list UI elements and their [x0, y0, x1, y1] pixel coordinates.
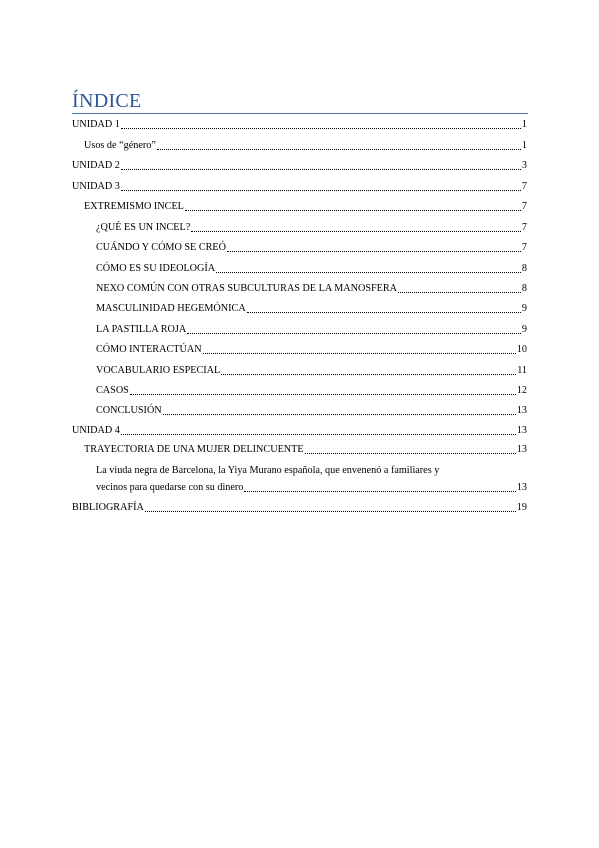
leader-dots [185, 209, 521, 211]
toc-entry-cuando-y-como-se-creo[interactable] [96, 241, 527, 254]
toc-entry-page: 7 [521, 222, 527, 233]
toc-entry-pastilla-roja[interactable] [96, 323, 527, 336]
toc-entry-page: 10 [516, 344, 527, 355]
leader-dots [227, 250, 521, 252]
toc-entry-page: 19 [516, 502, 527, 513]
toc-entry-text: CONCLUSIÓN [96, 405, 162, 416]
toc-entry-masculinidad-hegemonica[interactable] [96, 302, 527, 315]
toc-entry-page: 7 [521, 181, 527, 192]
leader-dots [398, 291, 521, 293]
toc-entry-unidad-2[interactable] [72, 159, 527, 172]
toc-entry-page: 8 [521, 263, 527, 274]
toc-title: ÍNDICE [72, 90, 142, 112]
toc-entry-page: 11 [517, 365, 527, 376]
toc-entry-text: VOCABULARIO ESPECIAL [96, 365, 221, 376]
leader-dots [247, 311, 521, 313]
toc-entry-viuda-negra[interactable] [96, 481, 527, 494]
toc-entry-page: 7 [521, 201, 527, 212]
toc-entry-nexo-comun[interactable] [96, 282, 527, 295]
toc-entry-page: 13 [516, 444, 527, 455]
toc-entry-text: vecinos para quedarse con su dinero [96, 482, 244, 493]
toc-entry-vocabulario-especial[interactable] [96, 364, 527, 377]
toc-entry-como-interactuan[interactable] [96, 343, 527, 356]
toc-entry-casos[interactable] [96, 384, 527, 397]
toc-entry-extremismo-incel[interactable] [84, 200, 527, 213]
toc-entry-page: 1 [521, 119, 527, 130]
leader-dots [145, 510, 516, 512]
leader-dots [191, 230, 521, 232]
toc-entry-text: UNIDAD 3 [72, 181, 120, 192]
toc-entry-text: CUÁNDO Y CÓMO SE CREÓ [96, 242, 226, 253]
leader-dots [121, 433, 516, 435]
toc-entry-unidad-1[interactable] [72, 118, 527, 131]
toc-entry-page: 13 [516, 482, 527, 493]
toc-entry-text: MASCULINIDAD HEGEMÓNICA [96, 303, 246, 314]
toc-entry-viuda-negra-line1[interactable]: La viuda negra de Barcelona, la Yiya Murano española, que envenenó a familiares y [96, 465, 440, 476]
toc-entry-unidad-3[interactable] [72, 180, 527, 193]
toc-entry-text: Usos de “género” [84, 140, 156, 151]
toc-entry-text: CÓMO ES SU IDEOLOGÍA [96, 263, 216, 274]
toc-entry-como-es-su-ideologia[interactable] [96, 262, 527, 275]
toc-entry-page: 3 [521, 160, 527, 171]
toc-entry-bibliografia[interactable] [72, 501, 527, 514]
title-underline [72, 113, 528, 114]
toc-entry-text: UNIDAD 2 [72, 160, 120, 171]
toc-entry-text: UNIDAD 1 [72, 119, 120, 130]
toc-entry-text: ¿QUÉ ES UN INCEL? [96, 222, 191, 233]
leader-dots [221, 373, 516, 375]
leader-dots [121, 189, 521, 191]
toc-entry-page: 13 [516, 405, 527, 416]
toc-entry-page: 1 [521, 140, 527, 151]
leader-dots [187, 332, 521, 334]
toc-entry-text: NEXO COMÚN CON OTRAS SUBCULTURAS DE LA MANOSFERA [96, 283, 398, 294]
toc-entry-text: CÓMO INTERACTÚAN [96, 344, 202, 355]
toc-entry-usos-genero[interactable] [84, 139, 527, 152]
toc-entry-page: 8 [521, 283, 527, 294]
leader-dots [203, 352, 516, 354]
toc-entry-text: UNIDAD 4 [72, 425, 120, 436]
toc-entry-page: 9 [521, 324, 527, 335]
toc-entry-text: EXTREMISMO INCEL [84, 201, 184, 212]
toc-entry-page: 9 [521, 303, 527, 314]
leader-dots [244, 490, 515, 492]
toc-entry-text: CASOS [96, 385, 129, 396]
toc-entry-text: TRAYECTORIA DE UNA MUJER DELINCUENTE [84, 444, 304, 455]
leader-dots [121, 127, 521, 129]
toc-entry-conclusion[interactable] [96, 404, 527, 417]
leader-dots [121, 168, 521, 170]
toc-entry-unidad-4[interactable] [72, 424, 527, 437]
toc-entry-text: LA PASTILLA ROJA [96, 324, 187, 335]
toc-entry-trayectoria-mujer-delincuente[interactable] [84, 443, 527, 456]
toc-entry-page: 12 [516, 385, 527, 396]
leader-dots [163, 413, 516, 415]
toc-entry-text: BIBLIOGRAFÍA [72, 502, 144, 513]
leader-dots [305, 452, 516, 454]
leader-dots [216, 271, 521, 273]
toc-entry-page: 13 [516, 425, 527, 436]
leader-dots [130, 393, 516, 395]
toc-entry-page: 7 [521, 242, 527, 253]
toc-entry-que-es-un-incel[interactable] [96, 221, 527, 234]
leader-dots [157, 148, 521, 150]
